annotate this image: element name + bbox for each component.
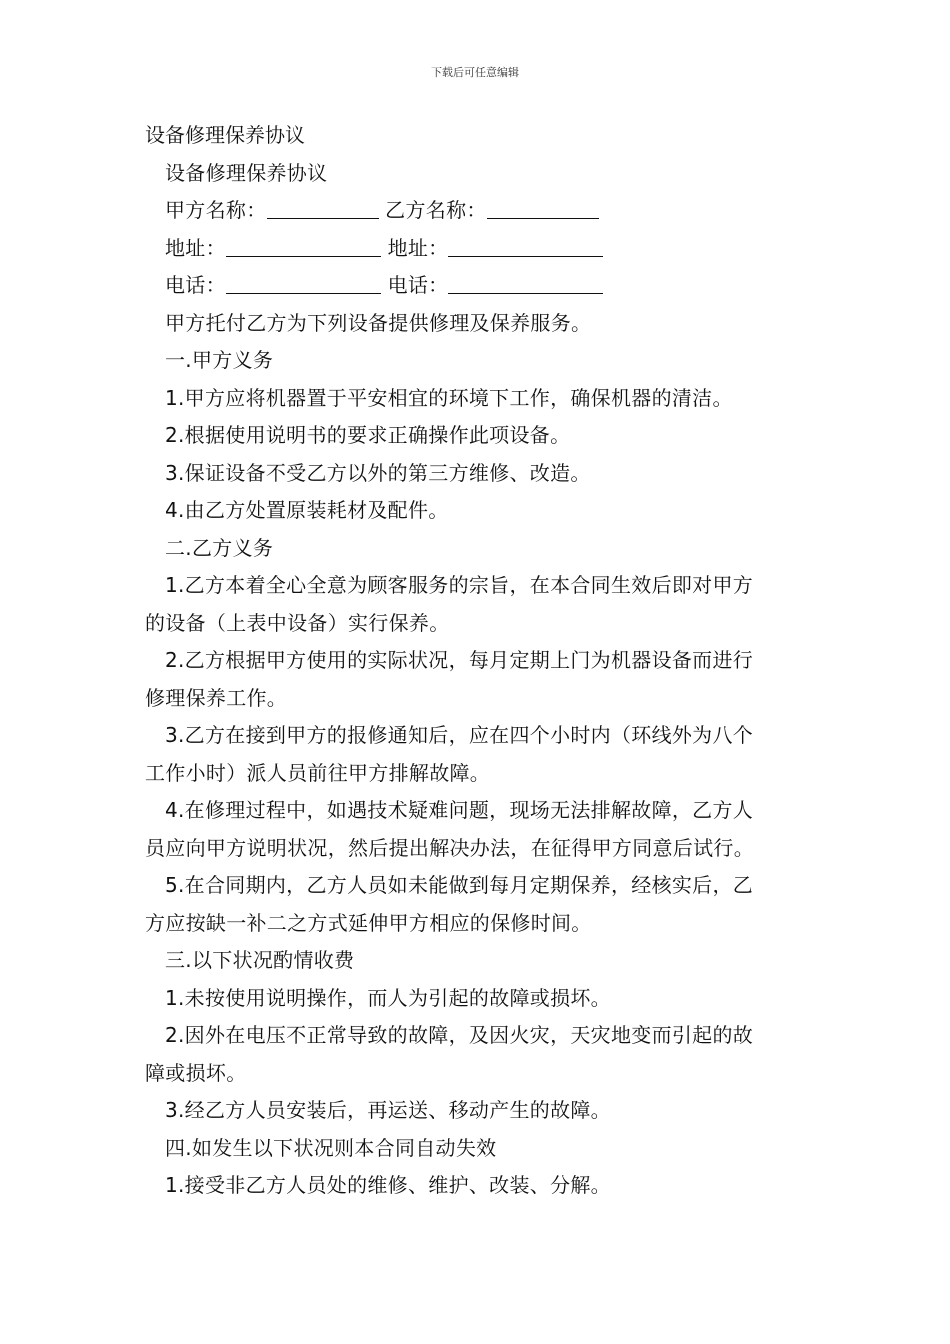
section-1-item: 4.由乙方处置原装耗材及配件。 [165, 498, 449, 522]
section-2-item: 1.乙方本着全心全意为顾客服务的宗旨，在本合同生效后即对甲方 [165, 573, 754, 597]
section-2-item-continued: 修理保养工作。 [145, 685, 288, 710]
section-2-item-continued: 方应按缺一补二之方式延伸甲方相应的保修时间。 [145, 910, 592, 935]
section-2-item: 5.在合同期内，乙方人员如未能做到每月定期保养，经核实后，乙 [165, 873, 754, 897]
phone-b-blank [448, 271, 603, 294]
section-3-item: 3.经乙方人员安装后，再运送、移动产生的故障。 [165, 1098, 611, 1122]
party-b-name-blank [487, 196, 599, 219]
address-row [145, 230, 810, 268]
address-b-blank [448, 234, 603, 257]
party-a-name-label: 甲方名称： [165, 198, 267, 222]
address-a-label: 地址： [165, 235, 226, 260]
document-subtitle: 设备修理保养协议 [165, 160, 328, 185]
section-3-item-continued: 障或损坏。 [145, 1060, 247, 1085]
section-2-item: 4.在修理过程中，如遇技术疑难问题，现场无法排解故障，乙方人 [165, 798, 754, 822]
party-name-row [145, 192, 810, 230]
section-4-item: 1.接受非乙方人员处的维修、维护、改装、分解。 [165, 1173, 611, 1197]
phone-a-blank [226, 271, 381, 294]
section-4-heading: 四.如发生以下状况则本合同自动失效 [165, 1135, 497, 1160]
intro-paragraph: 甲方托付乙方为下列设备提供修理及保养服务。 [165, 310, 592, 335]
phone-a-label: 电话： [165, 273, 226, 297]
section-2-item: 3.乙方在接到甲方的报修通知后，应在四个小时内（环线外为八个 [165, 723, 754, 747]
section-1-item: 2.根据使用说明书的要求正确操作此项设备。 [165, 423, 571, 447]
phone-row [145, 267, 810, 305]
document-body [145, 117, 810, 1205]
page-header: 下载后可任意编辑 [431, 66, 519, 79]
section-2-heading: 二.乙方义务 [165, 535, 274, 560]
section-3-heading: 三.以下状况酌情收费 [165, 948, 355, 972]
party-b-name-label: 乙方名称： [385, 198, 487, 222]
phone-b-label: 电话： [387, 273, 449, 297]
address-a-blank [226, 234, 381, 257]
section-1-item: 1.甲方应将机器置于平安相宜的环境下工作，确保机器的清洁。 [165, 385, 733, 410]
section-2-item: 2.乙方根据甲方使用的实际状况，每月定期上门为机器设备而进行 [165, 648, 754, 672]
section-1-heading: 一.甲方义务 [165, 348, 274, 372]
section-2-item-continued: 员应向甲方说明状况，然后提出解决办法，在征得甲方同意后试行。 [145, 835, 754, 860]
section-2-item-continued: 工作小时）派人员前往甲方排解故障。 [145, 760, 491, 785]
section-2-item-continued: 的设备（上表中设备）实行保养。 [145, 610, 450, 635]
document-title: 设备修理保养协议 [145, 123, 305, 147]
section-3-item: 1.未按使用说明操作，而人为引起的故障或损坏。 [165, 985, 611, 1010]
section-3-item: 2.因外在电压不正常导致的故障，及因火灾，天灾地变而引起的故 [165, 1023, 754, 1047]
party-a-name-blank [267, 196, 379, 219]
section-1-item: 3.保证设备不受乙方以外的第三方维修、改造。 [165, 460, 591, 485]
address-b-label: 地址： [387, 235, 449, 260]
